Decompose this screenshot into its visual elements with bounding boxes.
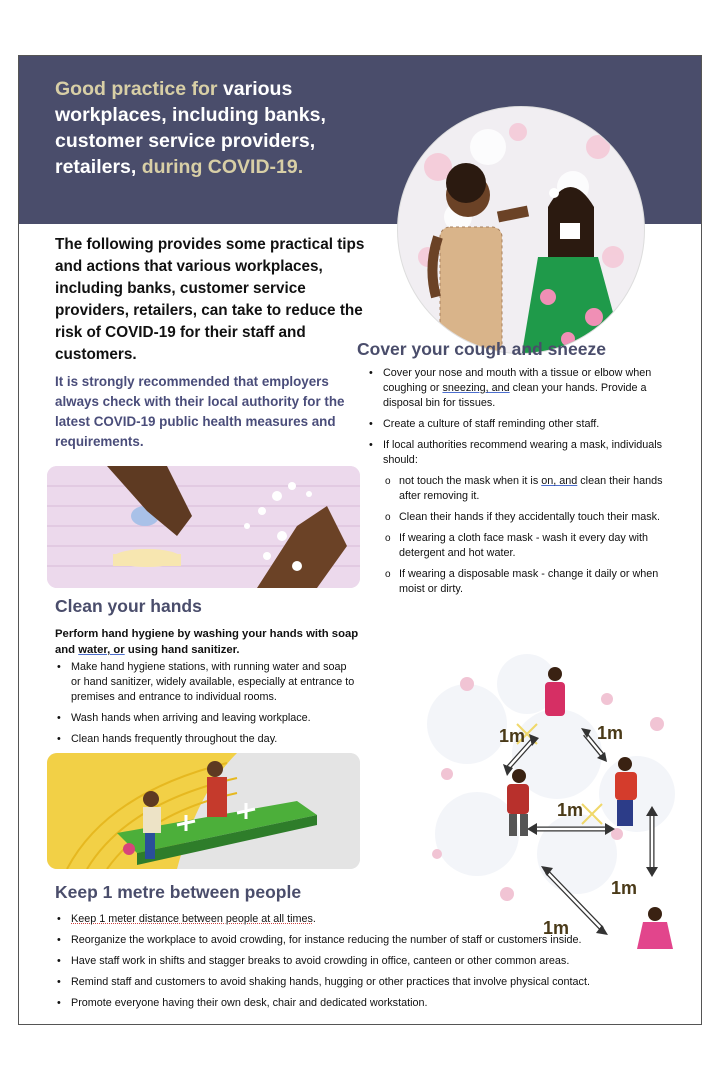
keep-item1-b: . [312, 913, 316, 925]
distance-label: 1m [543, 918, 570, 938]
list-item: • Clean hands frequently throughout the day. [55, 732, 355, 747]
clean-hands-lead-b: water, or [78, 644, 125, 656]
distance-illustration [407, 604, 697, 949]
hand-washing-illustration [47, 466, 360, 588]
cough-heading: Cover your cough and sneeze [357, 339, 606, 359]
clean-hands-list [55, 660, 355, 753]
distance-label: 1m [499, 726, 526, 746]
cough-item1-b: sneezing, and [442, 382, 510, 394]
clean-hands-lead-c: using hand sanitizer. [124, 644, 240, 656]
poster [18, 55, 702, 1025]
list-item [55, 912, 695, 927]
bench-distancing-illustration [47, 753, 360, 869]
keep-item1-a: Keep 1 meter distance between people at all times [71, 913, 313, 925]
distance-label: 1m [597, 723, 624, 743]
list-item: • Have staff work in shifts and stagger breaks to avoid crowding in office, canteen or other common areas. [55, 954, 695, 969]
page-title [55, 76, 385, 180]
title-part3: during COVID-19. [136, 156, 304, 178]
list-item [367, 438, 667, 597]
cough-sub1-c: clean their hands after removing it. [399, 475, 663, 502]
cough-sub1-b: on, and [541, 475, 578, 487]
cough-sub1-a: not touch the mask when it is [399, 475, 542, 487]
sublist-item: o Clean their hands if they accidentally touch their mask. [383, 510, 667, 525]
cough-item1-c: clean your hands. Provide a disposal bin for tissues. [383, 382, 647, 409]
list-item: • Create a culture of staff reminding other staff. [367, 417, 667, 432]
list-item [367, 366, 667, 411]
intro-text: The following provides some practical tips and actions that various workplaces, including banks, customer service providers, retailers, can take to reduce the risk of COVID-19 for their staff and customers. [55, 236, 365, 363]
sublist-item: o If wearing a cloth face mask - wash it every day with detergent and hot water. [383, 531, 667, 561]
cough-list [367, 366, 667, 603]
clean-hands-lead [55, 626, 365, 658]
distance-label: 1m [611, 878, 638, 898]
mask-sublist [383, 474, 667, 597]
distance-label: 1m [557, 800, 584, 820]
keep-distance-heading: Keep 1 metre between people [55, 882, 302, 902]
list-item: • Promote everyone having their own desk, chair and dedicated workstation. [55, 996, 695, 1011]
recommendation-text: It is strongly recommended that employers always check with their local authority for the latest COVID-19 public health measures and requirements. [55, 374, 345, 449]
title-part1: Good practice for [55, 78, 223, 100]
cough-sneeze-illustration [397, 106, 645, 354]
list-item: • Make hand hygiene stations, with running water and soap or hand sanitizer, widely available, especially at entrance to premises and entrance to individual rooms. [55, 660, 355, 705]
sublist-item: o If wearing a disposable mask - change it daily or when moist or dirty. [383, 567, 667, 597]
list-item: • Remind staff and customers to avoid shaking hands, hugging or other practices that involve physical contact. [55, 975, 695, 990]
keep-distance-list [55, 912, 695, 1017]
cough-item3-text: If local authorities recommend wearing a mask, individuals should: [383, 439, 663, 466]
cough-item1-a: Cover your nose and mouth with a tissue or elbow when coughing or [383, 367, 652, 394]
clean-hands-lead-a: Perform hand hygiene by washing your hands with soap and [55, 628, 359, 656]
list-item: • Wash hands when arriving and leaving workplace. [55, 711, 355, 726]
title-part2: various workplaces, including banks, customer service providers, retailers, [55, 78, 326, 178]
list-item: • Reorganize the workplace to avoid crowding, for instance reducing the number of staff or customers inside. [55, 933, 695, 948]
sublist-item [383, 474, 667, 504]
clean-hands-heading: Clean your hands [55, 596, 202, 616]
